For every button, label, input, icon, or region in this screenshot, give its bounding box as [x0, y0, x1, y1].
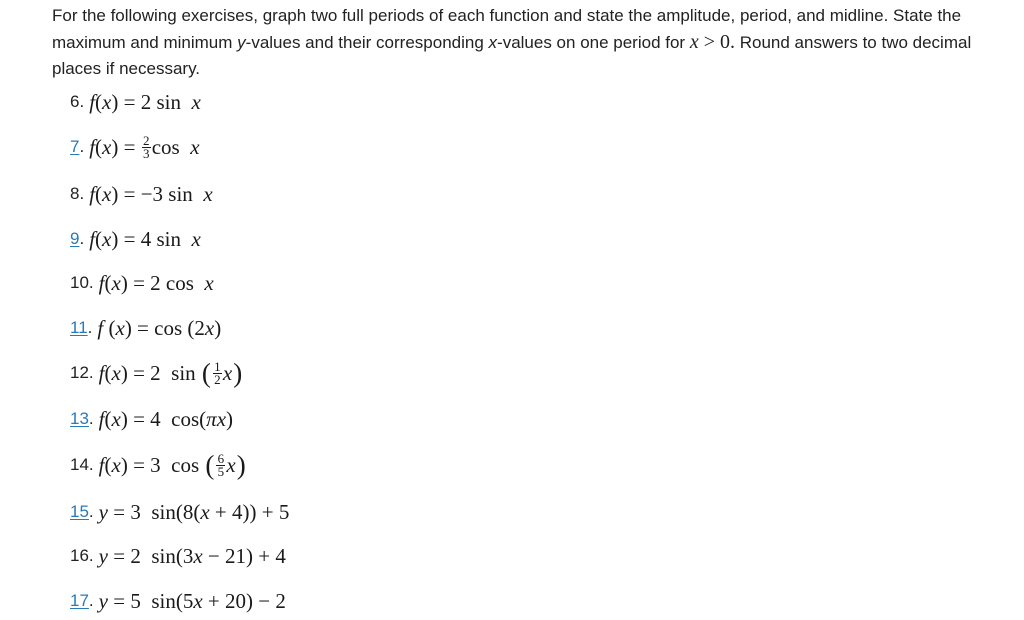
- exercise-link[interactable]: 15: [70, 502, 89, 521]
- exercise-link[interactable]: 7: [70, 137, 80, 156]
- exercise-number: 16: [70, 546, 89, 565]
- instructions-x-var: x: [488, 33, 498, 52]
- exercise-17: 17 . y = 5 sin(5x + 20) − 2: [70, 588, 286, 613]
- exercise-7: 7 . f(x) = $\frac{2}{3}$ cos x: [70, 132, 200, 161]
- instructions-text-3: -values on one period for: [497, 33, 690, 52]
- exercise-equation: f(x) = 2 sin ( $\frac{1}{2}$ x ): [98, 358, 243, 388]
- exercise-equation: f(x) = −3 sin x: [89, 181, 213, 206]
- exercise-6: 6 . f(x) = 2 sin x: [70, 89, 201, 114]
- exercise-number: 14: [70, 455, 89, 474]
- exercise-equation: f(x) = 3 cos ( $\frac{6}{5}$ x ): [98, 450, 246, 480]
- exercise-equation: f(x) = 4 sin x: [89, 226, 201, 251]
- exercise-equation: f(x) = 2 sin x: [89, 89, 201, 114]
- condition-rest: > 0.: [698, 31, 735, 53]
- exercise-link[interactable]: 13: [70, 409, 89, 428]
- exercise-link[interactable]: 17: [70, 591, 89, 610]
- condition-var: x: [689, 31, 699, 53]
- exercise-14: 14 . f(x) = 3 cos ( $\frac{6}{5}$ x ): [70, 450, 246, 480]
- fraction: $\frac{6}{5}$: [217, 450, 225, 479]
- exercise-equation: f(x) = 2 cos x: [98, 270, 214, 295]
- exercise-link[interactable]: 11: [70, 318, 88, 337]
- exercise-link[interactable]: 9: [70, 229, 80, 248]
- exercise-15: 15 . y = 3 sin(8(x + 4)) + 5: [70, 499, 290, 524]
- exercise-number: 10: [70, 273, 89, 292]
- instructions-text-4: Round answers to two decimal places if necessary.: [52, 33, 972, 78]
- exercise-9: 9 . f(x) = 4 sin x: [70, 226, 201, 251]
- instructions-y-var: y: [237, 33, 246, 52]
- exercise-11: 11 . f (x) = cos (2x): [70, 315, 222, 340]
- exercise-equation: f (x) = cos (2x): [97, 315, 222, 340]
- instructions-text-2: -values and their corresponding: [245, 33, 489, 52]
- exercise-equation: y = 5 sin(5x + 20) − 2: [98, 588, 286, 613]
- exercise-equation: y = 3 sin(8(x + 4)) + 5: [98, 499, 290, 524]
- exercise-number: 6: [70, 92, 80, 111]
- instructions-text-1: For the following exercises, graph two full periods of each function and state the amplitude, period, and midline. State the maximum and minimum: [52, 6, 962, 52]
- exercise-16: 16 . y = 2 sin(3x − 21) + 4: [70, 543, 286, 568]
- exercise-13: 13 . f(x) = 4 cos(πx): [70, 406, 234, 431]
- exercise-number: 8: [70, 184, 80, 203]
- exercise-equation: f(x) = $\frac{2}{3}$ cos x: [89, 132, 200, 161]
- instructions-paragraph: [52, 3, 992, 82]
- exercise-equation: y = 2 sin(3x − 21) + 4: [98, 543, 286, 568]
- fraction: $\frac{1}{2}$: [214, 358, 221, 387]
- fraction: $\frac{2}{3}$: [142, 132, 150, 161]
- exercise-12: 12 . f(x) = 2 sin ( $\frac{1}{2}$ x ): [70, 358, 243, 388]
- exercise-equation: f(x) = 4 cos(πx): [98, 406, 234, 431]
- exercise-8: 8 . f(x) = −3 sin x: [70, 181, 213, 206]
- exercise-10: 10 . f(x) = 2 cos x: [70, 270, 214, 295]
- exercise-number: 12: [70, 363, 89, 382]
